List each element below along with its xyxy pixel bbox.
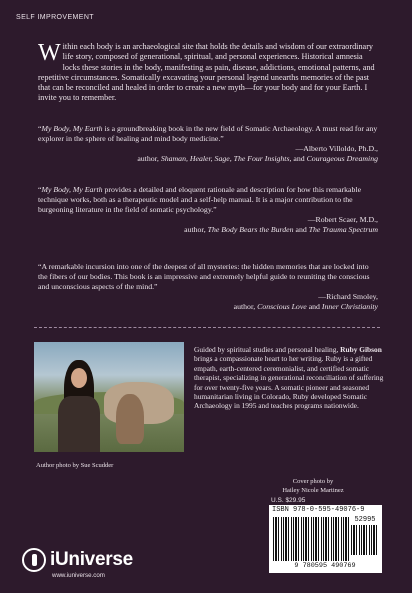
quote-credit: author, The Body Bears the Burden and The Trauma Spectrum — [184, 225, 378, 234]
quote-book-title: My Body, My Earth — [41, 185, 103, 194]
testimonial-scaer: “My Body, My Earth provides a detailed and eloquent rationale and description for how this remarkable technique works, both as a therapeutic model and a self-help manual. It is a major contribution to the burgeoning literature in the field of somatic psychology.” —Robert Scaer, M.D., author, The Body Bears the Burden and The Trauma Spectrum — [38, 185, 378, 234]
dashed-divider — [34, 327, 380, 328]
publisher-url: www.iuniverse.com — [52, 572, 105, 579]
author-bio: Guided by spiritual studies and personal healing, Ruby Gibson brings a compassionate heart to her writing. Ruby is a gifted empath, earth-centered ceremonialist, and certified somatic therapist, specializing in generational reconciliation of suffering for over twenty-five years. A somatic pioneer and seasoned humanitarian living in Colorado, Ruby developed Somatic Archaeology in 1995 and teaches programs nationwide. — [194, 345, 384, 411]
author-name: Ruby Gibson — [340, 345, 382, 354]
price-addon-number: 52995 — [351, 516, 379, 524]
cover-photo-credit: Cover photo by Hailey Nicole Martinez — [282, 478, 344, 494]
intro-paragraph — [38, 42, 378, 104]
author-photo — [34, 342, 184, 452]
category-label: SELF IMPROVEMENT — [16, 14, 94, 21]
quote-text: is a groundbreaking book in the new field of Somatic Archaeology. A must read for any explorer in the sphere of healing and mind body medicine.” — [38, 124, 378, 143]
addon-barcode-bars — [351, 525, 377, 555]
quote-credit: author, Conscious Love and Inner Christianity — [233, 302, 378, 311]
quote-author: —Robert Scaer, M.D., — [307, 215, 378, 224]
quote-text: provides a detailed and eloquent rationale and description for how this remarkable technique works, both as a therapeutic model and a self-help manual. It is a major contribution to the burgeoning literature in the field of somatic psychology.” — [38, 185, 362, 214]
publisher-logo — [22, 546, 192, 582]
price-label: U.S. $29.95 — [271, 497, 306, 504]
quote-credit: author, Shaman, Healer, Sage, The Four Insights, and Courageous Dreaming — [137, 154, 378, 163]
quote-author: —Alberto Villoldo, Ph.D., — [295, 144, 378, 153]
intro-text: ithin each body is an archaeological site that holds the details and wisdom of our extraordinary life story, composed of generational, spiritual, and personal experiences. Historical amnesia locks these stories in the body, manifesting as pain, disease, addictions, emotional patterns, and repetitive circumstances. Somatically excavating your personal legend unearths memories of the past that can be reconciled and healed in order to create a new myth—for your body and for your Earth. I invite you to remember. — [38, 42, 375, 103]
iuniverse-logo-icon — [22, 548, 46, 572]
author-photo-credit: Author photo by Sue Scudder — [36, 462, 114, 469]
publisher-name: iUniverse — [50, 549, 133, 570]
ean-number: 9 780595 490769 — [294, 562, 356, 570]
quote-book-title: My Body, My Earth — [41, 124, 103, 133]
drop-cap: W — [38, 40, 61, 66]
isbn-number: ISBN 978-0-595-49076-9 — [272, 506, 365, 514]
quote-text: “A remarkable incursion into one of the deepest of all mysteries: the hidden memories that are locked into the fibers of our bodies. This book is an impressive and extremely helpful guide to reuniting the conscious and unconscious aspects of the mind.” — [38, 262, 370, 291]
quote-author: —Richard Smoley, — [318, 292, 378, 301]
isbn-barcode — [269, 505, 382, 573]
ean-barcode-bars — [273, 517, 349, 561]
testimonial-villoldo: “My Body, My Earth is a groundbreaking book in the new field of Somatic Archaeology. A must read for any explorer in the sphere of healing and mind body medicine.” —Alberto Villoldo, Ph.D., author, Shaman, Healer, Sage, The Four Insights, and Courageous Dreaming — [38, 124, 378, 163]
testimonial-smoley — [38, 262, 378, 312]
